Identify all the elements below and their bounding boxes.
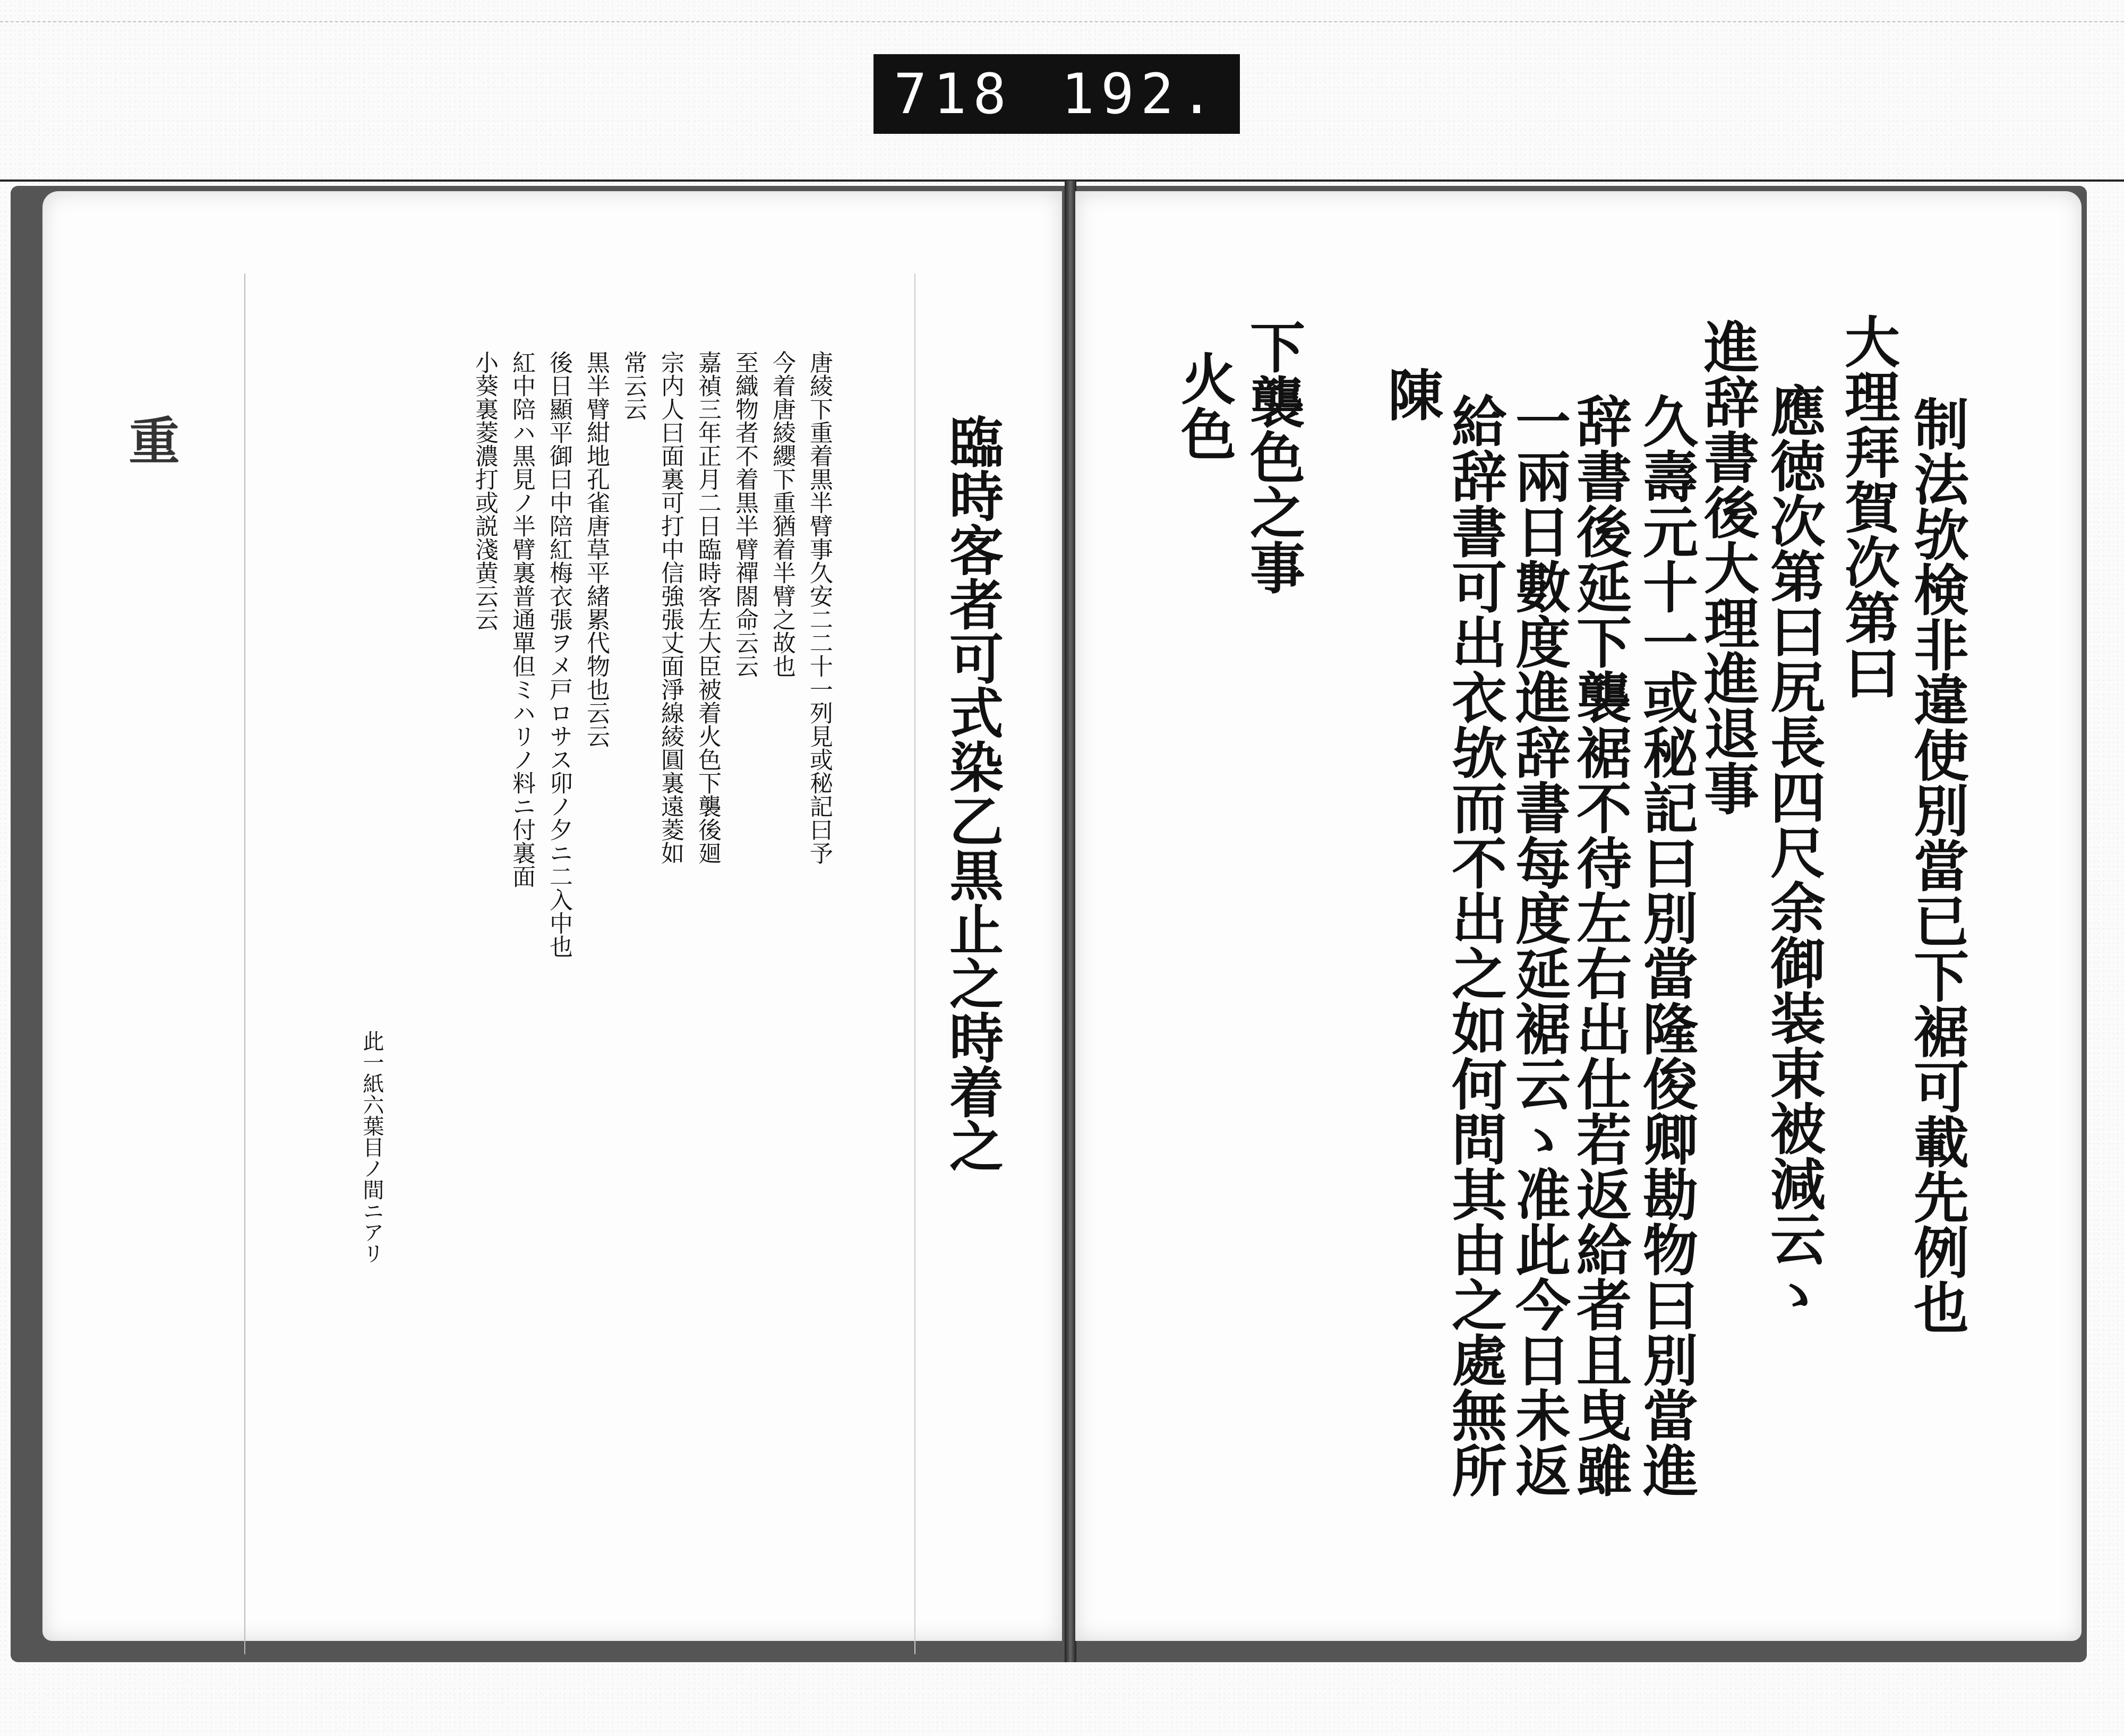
right-column-2: 大理拜賀次第曰 [1835, 313, 1900, 700]
note-line-1: 唐綾下重着黒半臂事久安二二十一列見或秘記曰予 [806, 350, 833, 865]
note-line-5: 宗内人曰面裏可打中信強張丈面淨線綾圓裏遠菱如 [657, 350, 684, 865]
right-column-5: 久壽元十一或秘記曰別當隆俊卿勘物曰別當進 [1633, 393, 1699, 1498]
right-column-4: 進辞書後大理進退事 [1694, 319, 1760, 816]
right-column-7: 一兩日數度進辞書每度延裾云ゝ准此今日未返 [1506, 393, 1571, 1498]
right-column-9: 陳 [1378, 366, 1444, 422]
note-line-7: 黒半臂紺地孔雀唐草平緒累代物也云云 [583, 350, 610, 748]
right-column-11: 火色 [1171, 350, 1237, 461]
archive-label-left: 718 [894, 62, 1013, 126]
right-page [1075, 191, 2082, 1641]
note-line-3: 至織物者不着黒半臂禪閤命云云 [731, 350, 758, 678]
archive-label [873, 54, 1240, 134]
note-line-10: 小葵裏菱濃打或説淺黄云云 [471, 350, 498, 631]
note-line-9: 紅中陪ハ黒見ノ半臂裏普通單但ミハリノ料ニ付裏面 [508, 350, 535, 888]
right-column-3: 應徳次第曰尻長四尺余御装束被減云ゝ [1761, 382, 1826, 1321]
right-column-6: 辞書後延下襲裾不待左右出仕若返給者且曳雖 [1567, 393, 1632, 1498]
note-line-2: 今着唐綾纓下重猶着半臂之故也 [768, 350, 795, 678]
footnote: 此一紙六葉目ノ間ニアリ [359, 1030, 384, 1264]
note-line-4: 嘉禎三年正月二日臨時客左大臣被着火色下襲後廻 [694, 350, 721, 865]
left-heading: 臨時客者可式染乙黒止之時着之 [940, 414, 1004, 1173]
open-book [11, 175, 2103, 1694]
book-gutter [1065, 181, 1076, 1662]
archive-label-right: 192. [1061, 62, 1220, 126]
right-column-1: 制法欤検非違使別當已下裾可載先例也 [1904, 396, 1969, 1335]
right-column-8: 給辞書可出衣欤而不出之如何問其由之處無所 [1442, 393, 1508, 1498]
left-page [42, 191, 1062, 1641]
bleed-through-char: 重 [121, 414, 181, 465]
right-column-10: 下襲色之事 [1240, 319, 1306, 595]
note-line-8: 後日顯平御曰中陪紅梅衣張ヲメ戸ロサス卯ノ夕ニ二入中也 [545, 350, 572, 958]
note-line-6: 常云云 [620, 350, 647, 421]
top-scan-edge [0, 0, 2124, 22]
